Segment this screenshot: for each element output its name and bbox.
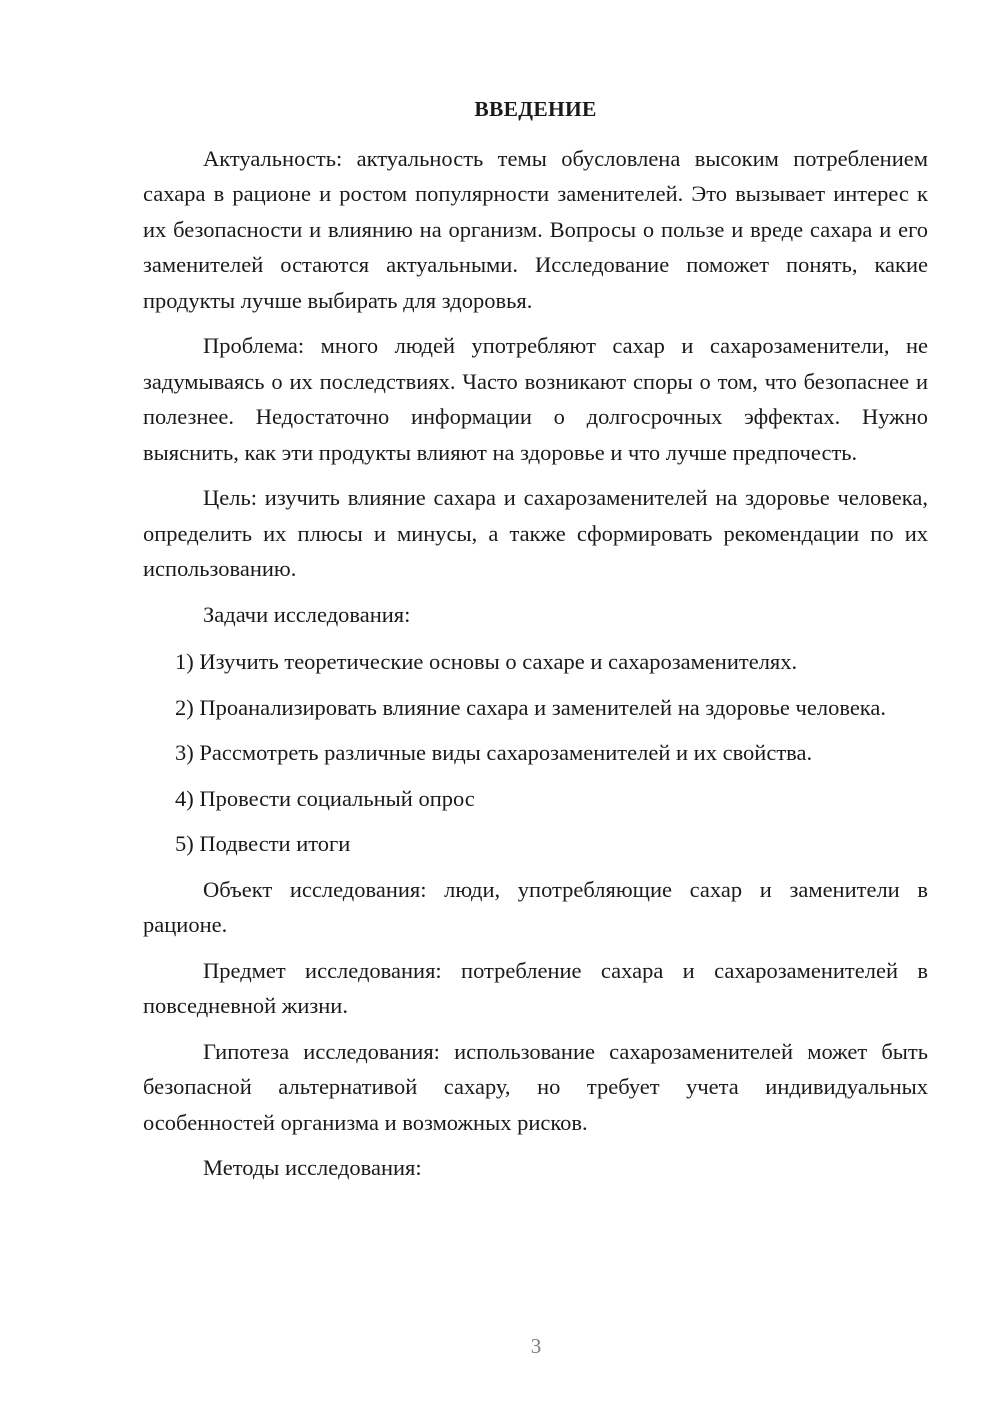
tasks-list: [143, 644, 928, 862]
list-item: 3) Рассмотреть различные виды сахарозаменителей и их свойства.: [175, 740, 813, 765]
paragraph-goal: Цель: изучить влияние сахара и сахарозаменителей на здоровье человека, определить их плюсы и минусы, а также сформировать рекомендации по их использованию.: [143, 485, 928, 581]
tasks-title: Задачи исследования:: [203, 601, 411, 627]
paragraph-problem: Проблема: много людей употребляют сахар и сахарозаменители, не задумываясь о их последствиях. Часто возникают споры о том, что безопаснее и полезнее. Недостаточно информации о долгосрочных эффектах. Нужно выяснить, как эти продукты влияют на здоровье и что лучше предпочесть.: [143, 333, 928, 465]
methods-title: Методы исследования:: [203, 1155, 422, 1180]
page-number: 3: [530, 1334, 542, 1358]
page-content: [143, 92, 928, 1198]
paragraph-hypothesis: Гипотеза исследования: использование сахарозаменителей может быть безопасной альтернативой сахару, но требует учета индивидуальных особенностей организма и возможных рисков.: [143, 1038, 928, 1135]
paragraph-relevance: Актуальность: актуальность темы обусловлена высоким потреблением сахара в рационе и ростом популярности заменителей. Это вызывает интерес к их безопасности и влиянию на организм. Вопросы о пользе и вреде сахара и его заменителей остаются актуальными. Исследование поможет понять, какие продукты лучше выбирать для здоровья.: [143, 145, 928, 313]
list-item: 1) Изучить теоретические основы о сахаре и сахарозаменителях.: [175, 649, 798, 674]
list-item: 2) Проанализировать влияние сахара и заменителей на здоровье человека.: [175, 694, 887, 720]
paragraph-object: Объект исследования: люди, употребляющие сахар и заменители в рационе.: [143, 876, 928, 937]
list-item: 4) Провести социальный опрос: [175, 785, 475, 811]
section-heading: ВВЕДЕНИЕ: [474, 97, 597, 121]
paragraph-subject: Предмет исследования: потребление сахара и сахарозаменителей в повседневной жизни.: [143, 957, 928, 1018]
list-item: 5) Подвести итоги: [175, 831, 351, 856]
